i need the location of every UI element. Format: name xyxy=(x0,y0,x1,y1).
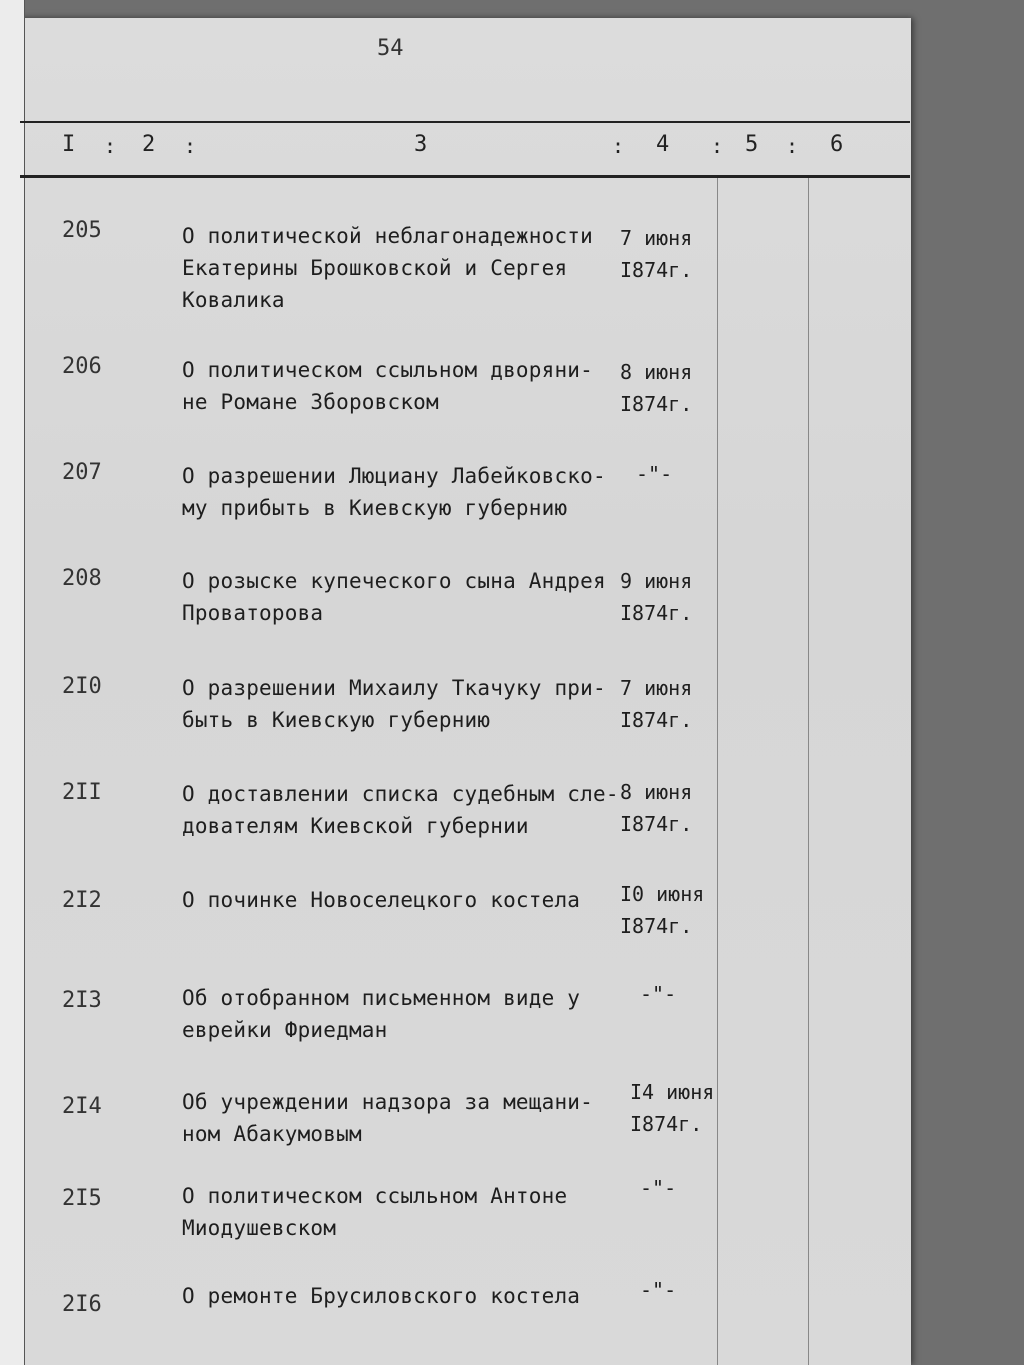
row-number: 206 xyxy=(62,354,102,379)
column-separator: : xyxy=(612,134,625,158)
row-date: -"- xyxy=(636,462,673,486)
row-number: 207 xyxy=(62,460,102,485)
row-date: 7 июня I874г. xyxy=(620,676,693,732)
row-number: 205 xyxy=(62,218,102,243)
header-bottom-rule xyxy=(20,175,910,178)
row-number: 2I5 xyxy=(62,1186,102,1211)
row-title: О ремонте Брусиловского костела xyxy=(182,1284,581,1308)
row-date: 8 июня I874г. xyxy=(620,360,693,416)
row-title: О политическом ссыльном Антоне Миодушевском xyxy=(182,1184,568,1240)
row-title: О разрешении Люциану Лабейковско- му прибыть в Киевскую губернию xyxy=(182,464,606,520)
row-title: О политическом ссыльном дворяни- не Романе Зборовском xyxy=(182,358,593,414)
page-number: 54 xyxy=(377,36,404,61)
row-date: 8 июня I874г. xyxy=(620,780,693,836)
row-number: 2I6 xyxy=(62,1292,102,1317)
column-separator: : xyxy=(711,134,724,158)
row-number: 2I0 xyxy=(62,674,102,699)
row-number: 2I4 xyxy=(62,1094,102,1119)
row-title: О доставлении списка судебным сле- дователям Киевской губернии xyxy=(182,782,619,838)
column-header-1: I xyxy=(62,132,76,157)
row-number: 208 xyxy=(62,566,102,591)
column-divider-5-6 xyxy=(808,178,809,1365)
row-date: I0 июня I874г. xyxy=(620,882,705,938)
row-title: О починке Новоселецкого костела xyxy=(182,888,581,912)
row-title: О политической неблагонадежности Екатерины Брошковской и Сергея Ковалика xyxy=(182,224,593,312)
row-date: 7 июня I874г. xyxy=(620,226,693,282)
column-header-2: 2 xyxy=(142,132,156,157)
row-number: 2I2 xyxy=(62,888,102,913)
header-top-rule xyxy=(20,121,910,123)
row-number: 2I3 xyxy=(62,988,102,1013)
column-header-4: 4 xyxy=(656,132,670,157)
column-header-3: 3 xyxy=(414,132,428,157)
row-title: О разрешении Михаилу Ткачуку при- быть в Киевскую губернию xyxy=(182,676,606,732)
row-title: О розыске купеческого сына Андрея Проваторова xyxy=(182,569,606,625)
row-date: -"- xyxy=(640,1278,677,1302)
column-header-6: 6 xyxy=(830,132,844,157)
row-number: 2II xyxy=(62,780,102,805)
row-date: 9 июня I874г. xyxy=(620,569,693,625)
row-date: I4 июня I874г. xyxy=(630,1080,715,1136)
row-title: Об учреждении надзора за мещани- ном Абакумовым xyxy=(182,1090,593,1146)
column-separator: : xyxy=(104,134,117,158)
row-date: -"- xyxy=(640,1176,677,1200)
column-header-5: 5 xyxy=(745,132,759,157)
row-title: Об отобранном письменном виде у еврейки Фриедман xyxy=(182,986,581,1042)
row-date: -"- xyxy=(640,982,677,1006)
binding-edge xyxy=(0,0,25,1365)
column-separator: : xyxy=(786,134,799,158)
column-separator: : xyxy=(184,134,197,158)
